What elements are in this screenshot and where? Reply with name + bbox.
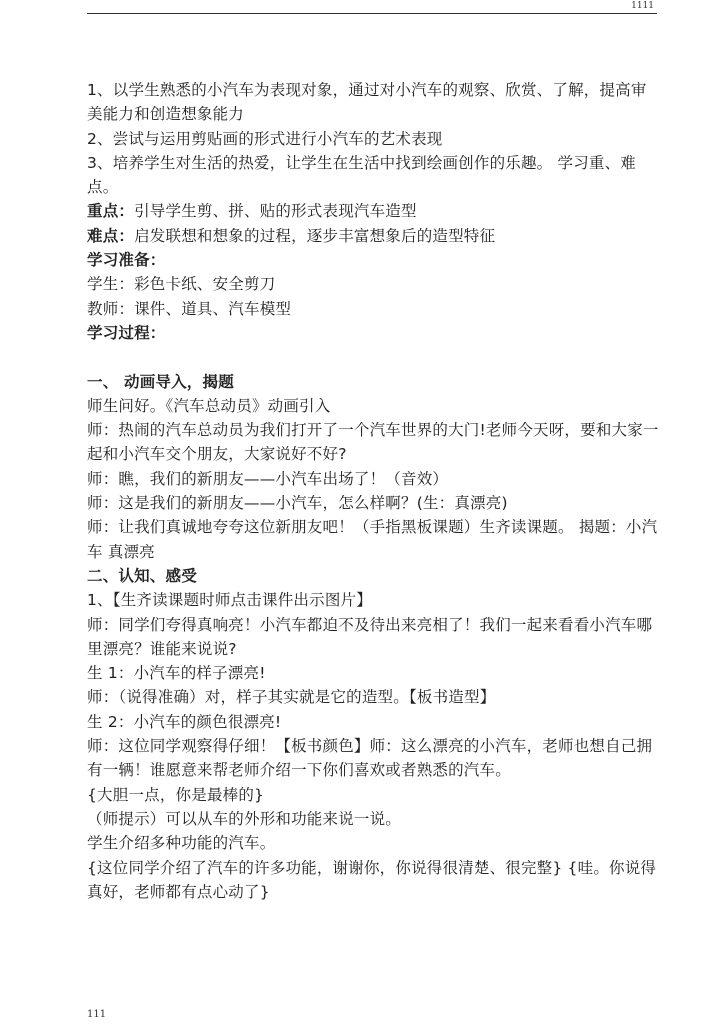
- preparation-students: 学生：彩色卡纸、安全剪刀: [87, 275, 276, 294]
- document-body: [87, 78, 659, 904]
- header-page-number: 1111: [631, 1, 654, 11]
- difficulty-point: [87, 224, 659, 248]
- section2-line: 1、【生齐读课题时师点击课件出示图片】: [87, 591, 372, 610]
- section2-line: {大胆一点，你是最棒的}: [87, 785, 265, 804]
- goal-3: 3、培养学生对生活的热爱，让学生在生活中找到绘画创作的乐趣。 学习重、难点。: [87, 153, 636, 197]
- section1-line: 师生问好。《汽车总动员》动画引入: [87, 396, 331, 415]
- section2-line: 生 1：小汽车的样子漂亮!: [87, 664, 266, 683]
- preparation-teacher: 教师：课件、道具、汽车模型: [87, 299, 292, 318]
- goal-2: 2、尝试与运用剪贴画的形式进行小汽车的艺术表现: [87, 129, 443, 148]
- section2-line: 学生介绍多种功能的汽车。: [87, 834, 276, 853]
- section2-line: （师提示）可以从车的外形和功能来说一说。: [87, 809, 402, 828]
- section1-line: 师：这是我们的新朋友——小汽车，怎么样啊？(生：真漂亮): [87, 494, 508, 513]
- section1-line: 师：瞧，我们的新朋友——小汽车出场了！（音效）: [87, 469, 449, 488]
- focus-label: 重点：: [87, 202, 135, 221]
- difficulty-label: 难点：: [87, 226, 135, 245]
- blank-line: [87, 345, 659, 369]
- section2-line: 师：同学们夸得真响亮！小汽车都迫不及待出来亮相了！我们一起来看看小汽车哪里漂亮？谁能来说说?: [87, 615, 653, 658]
- process-heading: 学习过程：: [87, 323, 166, 342]
- focus-text: 引导学生剪、拼、贴的形式表现汽车造型: [134, 202, 417, 221]
- section1-line: 师：让我们真诚地夸夸这位新朋友吧！（手指黑板课题）生齐读课题。 揭题：小汽车 真漂亮: [87, 518, 658, 561]
- section1-line: 师：热闹的汽车总动员为我们打开了一个汽车世界的大门!老师今天呀，要和大家一起和小汽车交个朋友，大家说好不好?: [87, 421, 659, 464]
- preparation-heading: 学习准备：: [87, 251, 166, 270]
- section1-heading: 一、 动画导入，揭题: [87, 372, 234, 391]
- section2-line: 生 2：小汽车的颜色很漂亮!: [87, 712, 282, 731]
- header-rule: [87, 13, 657, 14]
- section2-heading: 二、认知、感受: [87, 566, 197, 585]
- section2-line: {这位同学介绍了汽车的许多功能，谢谢你，你说得很清楚、很完整} {哇。你说得真好，老师都有点心动了}: [87, 858, 657, 901]
- section2-line: 师：（说得准确）对，样子其实就是它的造型。【板书造型】: [87, 688, 496, 707]
- difficulty-text: 启发联想和想象的过程，逐步丰富想象后的造型特征: [134, 226, 496, 245]
- footer-page-number: 111: [87, 1009, 107, 1020]
- section2-line: 师：这位同学观察得仔细！【板书颜色】师：这么漂亮的小汽车，老师也想自己拥有一辆！谁愿意来帮老师介绍一下你们喜欢或者熟悉的汽车。: [87, 737, 653, 780]
- goal-1: 1、以学生熟悉的小汽车为表现对象，通过对小汽车的观察、欣赏、了解，提高审美能力和创造想象能力: [87, 81, 647, 124]
- focus-point: [87, 199, 659, 223]
